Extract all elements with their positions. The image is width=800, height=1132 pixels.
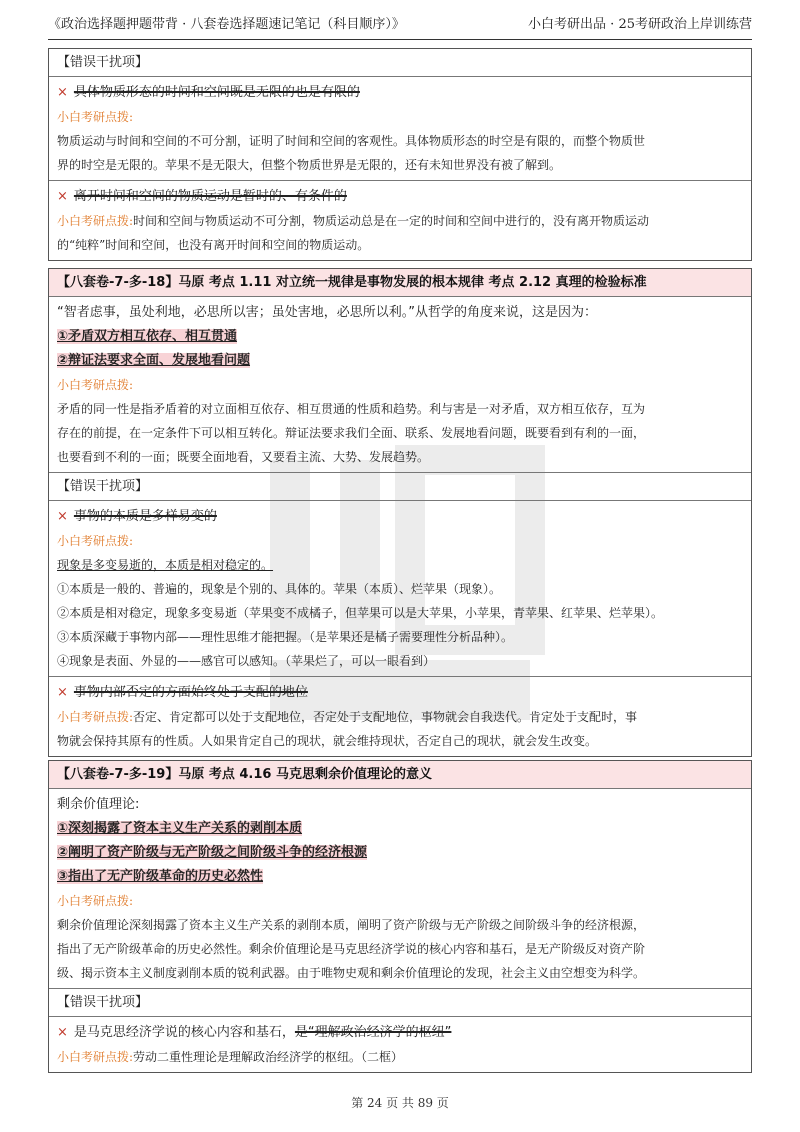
wrong-option-item: [49, 76, 751, 180]
header-brand: 小白考研出品 · 25考研政治上岸训练营: [528, 17, 752, 32]
tip-label: 小白考研点拨:: [57, 534, 134, 548]
explain-line: 否定、肯定都可以处于支配地位，否定处于支配地位，事物就会自我迭代。肯定处于支配时，事: [133, 710, 638, 724]
wrong-option-item: [49, 500, 751, 676]
section-question-18: [48, 268, 752, 757]
explain-line: 界的时空是无限的。苹果不是无限大，但整个物质世界是无限的，还有未知世界没有被了解到。: [57, 158, 562, 172]
explain-line: 剩余价值理论深刻揭露了资本主义生产关系的剥削本质，阐明了资产阶级与无产阶级之间阶级斗争的经济根源，: [57, 918, 646, 932]
explain-line: 时间和空间与物质运动不可分割，物质运动总是在一定的时间和空间中进行的，没有离开物质运动: [133, 214, 650, 228]
explain-line: 物就会保持其原有的性质。人如果肯定自己的现状，就会维持现状，否定自己的现状，就会发生改变。: [57, 734, 598, 748]
wrong-options-title: 【错误干扰项】: [49, 472, 751, 500]
wrong-option-item: [49, 180, 751, 260]
explain-line: ①本质是一般的、普遍的，现象是个别的、具体的。苹果（本质）、烂苹果（现象）。: [57, 582, 502, 596]
wrong-option-item: [49, 676, 751, 756]
tip-label: 小白考研点拨:: [57, 894, 134, 908]
wrong-options-title: 【错误干扰项】: [57, 55, 149, 70]
explain-line: 指出了无产阶级革命的历史必然性。剩余价值理论是马克思经济学说的核心内容和基石，是无产阶级反对资产阶: [57, 942, 646, 956]
tip-label: 小白考研点拨:: [57, 214, 134, 228]
explain-line: 级、揭示资本主义制度剥削本质的锐利武器。由于唯物史观和剩余价值理论的发现，社会主义由空想变为科学。: [57, 966, 646, 980]
answer-item: ③指出了无产阶级革命的历史必然性: [57, 869, 264, 884]
wrong-mark-icon: ×: [57, 189, 68, 204]
tip-label: 小白考研点拨:: [57, 378, 134, 392]
page-number: 第 24 页 共 89 页: [351, 1096, 449, 1110]
explain-line: 矛盾的同一性是指矛盾着的对立面相互依存、相互贯通的性质和趋势。利与害是一对矛盾，双方相互依存，互为: [57, 402, 646, 416]
explain-line: ②本质是相对稳定，现象多变易逝（苹果变不成橘子，但苹果可以是大苹果，小苹果，青苹果、红苹果、烂苹果）。: [57, 606, 664, 620]
explain-line: 也要看到不利的一面；既要全面地看，又要看主流、大势、发展趋势。: [57, 450, 430, 464]
question-title: 【八套卷-7-多-19】马原 考点 4.16 马克思剩余价值理论的意义: [49, 761, 751, 788]
wrong-option-text: 是“理解政治经济学的枢纽”: [294, 1025, 452, 1040]
wrong-mark-icon: ×: [57, 685, 68, 700]
explain-line: 的“纯粹”时间和空间，也没有离开时间和空间的物质运动。: [57, 238, 370, 252]
tip-label: 小白考研点拨:: [57, 1050, 134, 1064]
explain-line: 现象是多变易逝的，本质是相对稳定的。: [57, 558, 274, 572]
answer-item: ②辩证法要求全面、发展地看问题: [57, 353, 251, 368]
question-text: 剩余价值理论:: [57, 797, 140, 812]
wrong-mark-icon: ×: [57, 1025, 68, 1040]
explain-line: ③本质深藏于事物内部——理性思维才能把握。（是苹果还是橘子需要理性分析品种）。: [57, 630, 514, 644]
tip-label: 小白考研点拨:: [57, 110, 134, 124]
wrong-mark-icon: ×: [57, 509, 68, 524]
answer-item: ①深刻揭露了资本主义生产关系的剥削本质: [57, 821, 303, 836]
explain-line: ④现象是表面、外显的——感官可以感知。（苹果烂了，可以一眼看到）: [57, 654, 436, 668]
option-text: 是马克思经济学说的核心内容和基石，: [73, 1025, 295, 1040]
wrong-option-text: 具体物质形态的时间和空间既是无限的也是有限的: [73, 85, 360, 100]
page-header: [48, 10, 752, 40]
explain-line: 物质运动与时间和空间的不可分割，证明了时间和空间的客观性。具体物质形态的时空是有限的，而整个物质世: [57, 134, 646, 148]
question-body: [49, 296, 751, 472]
question-title: 【八套卷-7-多-18】马原 考点 1.11 对立统一规律是事物发展的根本规律 考点 2.12 真理的检验标准: [49, 269, 751, 296]
explain-line: 劳动二重性理论是理解政治经济学的枢纽。（二框）: [133, 1050, 404, 1064]
wrong-option-text: 离开时间和空间的物质运动是暂时的、有条件的: [73, 189, 347, 204]
section-wrong-options-1: [48, 48, 752, 261]
explain-line: 存在的前提，在一定条件下可以相互转化。辩证法要求我们全面、联系、发展地看问题，既要看到有利的一面，: [57, 426, 646, 440]
question-body: [49, 788, 751, 988]
section-question-19: [48, 760, 752, 1073]
question-text: “智者虑事，虽处利地，必思所以害；虽处害地，必思所以利。”从哲学的角度来说，这是因为：: [57, 305, 597, 320]
answer-item: ①矛盾双方相互依存、相互贯通: [57, 329, 238, 344]
wrong-option-text: 事物的本质是多样易变的: [73, 509, 217, 524]
wrong-option-text: 事物内部否定的方面始终处于支配的地位: [73, 685, 308, 700]
wrong-options-title: 【错误干扰项】: [49, 988, 751, 1016]
answer-item: ②阐明了资产阶级与无产阶级之间阶级斗争的经济根源: [57, 845, 368, 860]
wrong-option-item: [49, 1016, 751, 1072]
wrong-mark-icon: ×: [57, 85, 68, 100]
header-title: 《政治选择题押题带背 · 八套卷选择题速记笔记（科目顺序）》: [48, 17, 405, 32]
tip-label: 小白考研点拨:: [57, 710, 134, 724]
